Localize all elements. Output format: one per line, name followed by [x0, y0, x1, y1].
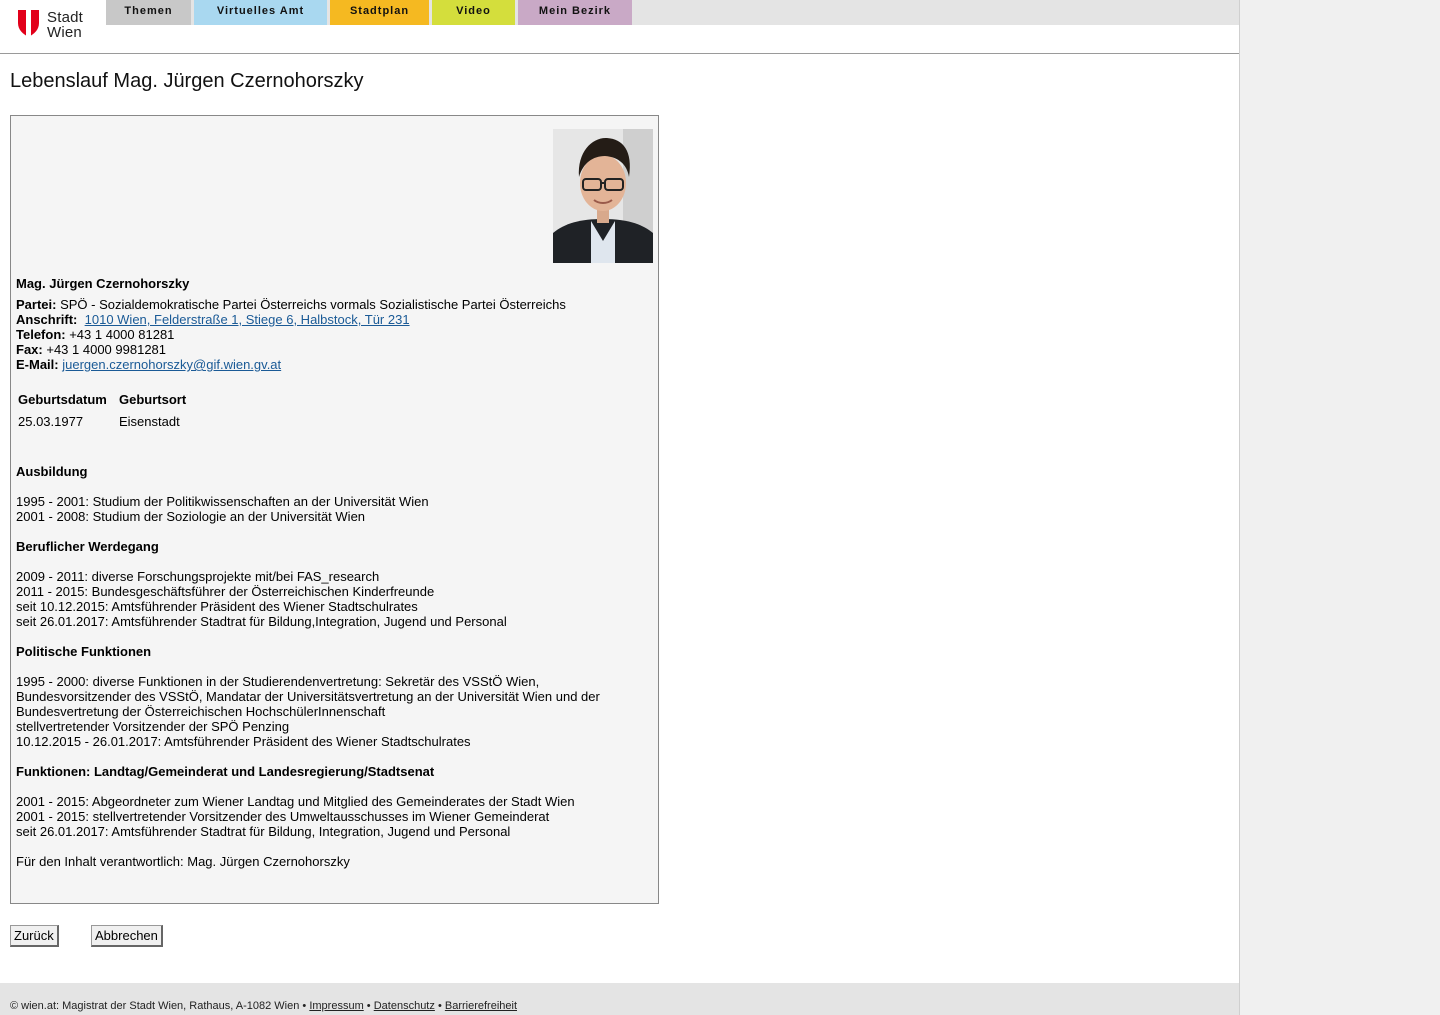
funktionen-line: 2001 - 2015: stellvertretender Vorsitzender des Umweltausschusses im Wiener Gemeinderat: [16, 809, 550, 824]
portrait-image: [553, 129, 653, 263]
cv-box: [10, 115, 659, 904]
wien-shield-icon: [17, 9, 40, 38]
ausbildung-heading: Ausbildung: [16, 464, 88, 479]
main-nav: [106, 0, 1239, 25]
verantwortlich-note: Für den Inhalt verantwortlich: Mag. Jürgen Czernohorszky: [16, 854, 350, 869]
footer-separator: •: [366, 1000, 371, 1012]
politik-line: Bundesvertretung der Österreichischen HochschülerInnenschaft: [16, 704, 386, 719]
partei-value: SPÖ - Sozialdemokratische Partei Österreichs vormals Sozialistische Partei Österreichs: [60, 297, 566, 312]
footer-copyright: © wien.at: Magistrat der Stadt Wien, Rathaus, A-1082 Wien •: [10, 1000, 307, 1012]
email-link[interactable]: juergen.czernohorszky@gif.wien.gv.at: [62, 357, 282, 372]
funktionen-line: seit 26.01.2017: Amtsführender Stadtrat für Bildung, Integration, Jugend und Personal: [16, 824, 511, 839]
cancel-button[interactable]: Abbrechen: [91, 925, 163, 947]
politik-line: stellvertretender Vorsitzender der SPÖ Penzing: [16, 719, 290, 734]
birth-date: 25.03.1977: [18, 414, 84, 429]
person-name: Mag. Jürgen Czernohorszky: [16, 276, 190, 291]
portrait-photo: [553, 129, 653, 263]
footer: [0, 983, 1239, 1015]
tab-virtuelles-amt[interactable]: Virtuelles Amt: [194, 0, 327, 25]
tab-video[interactable]: Video: [432, 0, 515, 25]
email-label: E-Mail:: [16, 357, 59, 372]
ausbildung-line: 2001 - 2008: Studium der Soziologie an der Universität Wien: [16, 509, 366, 524]
birth-col-place-header: Geburtsort: [119, 392, 187, 407]
birth-place: Eisenstadt: [119, 414, 180, 429]
funktionen-heading: Funktionen: Landtag/Gemeinderat und Landesregierung/Stadtsenat: [16, 764, 435, 779]
logo-line-1: Stadt: [47, 9, 84, 26]
politik-line: 1995 - 2000: diverse Funktionen in der Studierendenvertretung: Sekretär des VSStÖ Wien,: [16, 674, 540, 689]
beruf-line: 2009 - 2011: diverse Forschungsprojekte mit/bei FAS_research: [16, 569, 380, 584]
fax-label: Fax:: [16, 342, 43, 357]
partei-label: Partei:: [16, 297, 57, 312]
politik-line: 10.12.2015 - 26.01.2017: Amtsführender Präsident des Wiener Stadtschulrates: [16, 734, 471, 749]
footer-link-datenschutz[interactable]: Datenschutz: [373, 1000, 435, 1012]
footer-text: [10, 1000, 517, 1012]
telefon-label: Telefon:: [16, 327, 66, 342]
partei-row: [16, 297, 566, 312]
politik-line: Bundesvorsitzender des VSStÖ, Mandatar der Universitätsvertretung an der Universität Wien und der: [16, 689, 600, 704]
birth-col-date-header: Geburtsdatum: [18, 392, 107, 407]
footer-separator: •: [437, 1000, 442, 1012]
beruf-line: seit 26.01.2017: Amtsführender Stadtrat für Bildung,Integration, Jugend und Personal: [16, 614, 507, 629]
telefon-value: +43 1 4000 81281: [69, 327, 175, 342]
tab-stadtplan[interactable]: Stadtplan: [330, 0, 429, 25]
tab-themen[interactable]: Themen: [106, 0, 191, 25]
beruf-list: [16, 569, 507, 629]
fax-value: +43 1 4000 9981281: [46, 342, 167, 357]
ausbildung-line: 1995 - 2001: Studium der Politikwissenschaften an der Universität Wien: [16, 494, 429, 509]
footer-link-impressum[interactable]: Impressum: [309, 1000, 364, 1012]
beruf-line: 2011 - 2015: Bundesgeschäftsführer der Österreichischen Kinderfreunde: [16, 584, 435, 599]
logo-text: [47, 10, 83, 40]
anschrift-label: Anschrift:: [16, 312, 78, 327]
email-row: [16, 357, 281, 372]
ausbildung-list: [16, 494, 429, 524]
anschrift-row: [16, 312, 410, 327]
beruf-line: seit 10.12.2015: Amtsführender Präsident des Wiener Stadtschulrates: [16, 599, 418, 614]
header: [0, 0, 1239, 54]
funktionen-list: [16, 794, 575, 839]
politik-list: [16, 674, 600, 749]
funktionen-line: 2001 - 2015: Abgeordneter zum Wiener Landtag und Mitglied des Gemeinderates der Stadt Wien: [16, 794, 575, 809]
beruf-heading: Beruflicher Werdegang: [16, 539, 159, 554]
footer-link-barrierefreiheit[interactable]: Barrierefreiheit: [444, 1000, 517, 1012]
page-title: Lebenslauf Mag. Jürgen Czernohorszky: [10, 70, 364, 92]
anschrift-link[interactable]: 1010 Wien, Felderstraße 1, Stiege 6, Halbstock, Tür 231: [84, 312, 410, 327]
fax-row: [16, 342, 166, 357]
logo-line-2: Wien: [47, 24, 82, 41]
stadt-wien-logo[interactable]: [17, 9, 97, 43]
back-button[interactable]: Zurück: [10, 925, 59, 947]
politik-heading: Politische Funktionen: [16, 644, 152, 659]
tab-mein-bezirk[interactable]: Mein Bezirk: [518, 0, 632, 25]
telefon-row: [16, 327, 174, 342]
